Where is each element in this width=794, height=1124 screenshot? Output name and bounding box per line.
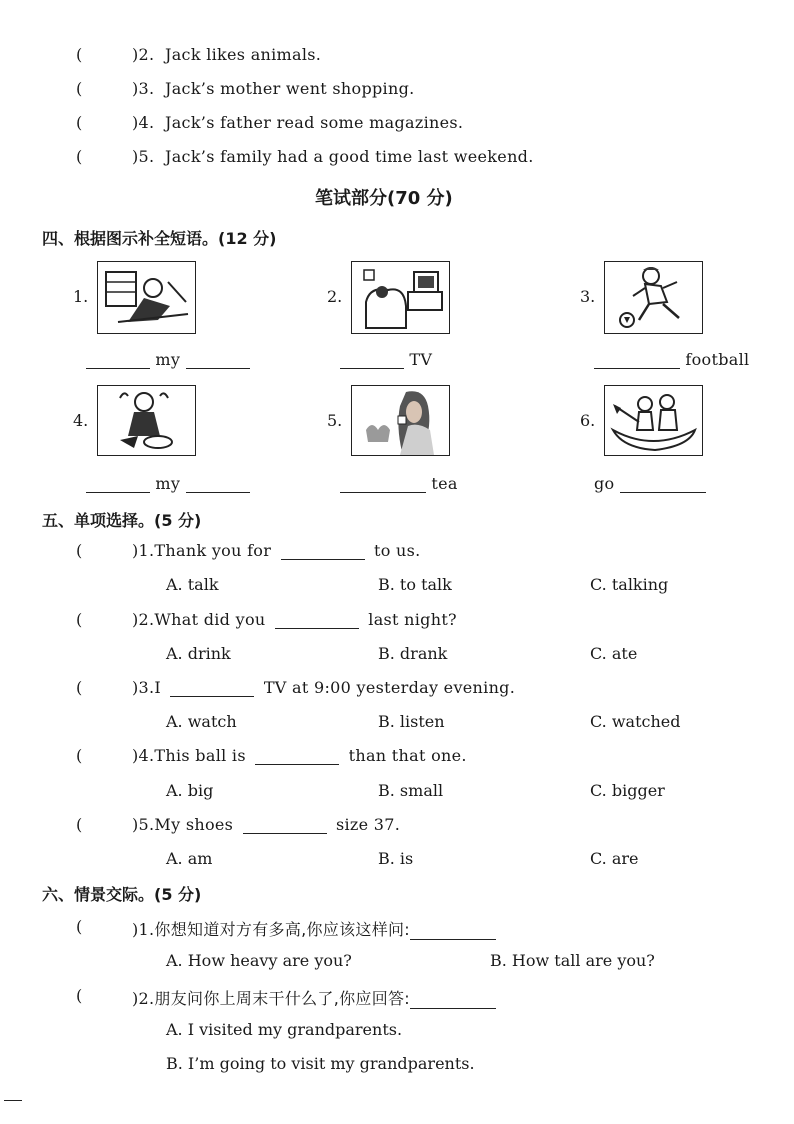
- answer-paren: (: [76, 147, 83, 166]
- option-b[interactable]: B. I’m going to visit my grandparents.: [166, 1054, 475, 1073]
- answer-blank[interactable]: [620, 476, 706, 493]
- section-heading: 五、单项选择。(5 分): [42, 511, 202, 530]
- phrase-1: my: [86, 350, 250, 369]
- answer-blank[interactable]: [340, 476, 426, 493]
- answer-blank[interactable]: [86, 352, 150, 369]
- option-b[interactable]: B. small: [378, 781, 444, 800]
- page-corner-mark: [4, 1100, 22, 1101]
- picture-playing-football: [604, 261, 703, 334]
- answer-blank[interactable]: [86, 476, 150, 493]
- picture-watching-tv: [351, 261, 450, 334]
- option-c[interactable]: C. watched: [590, 712, 681, 731]
- option-c[interactable]: C. talking: [590, 575, 669, 594]
- picture-cleaning-room: [97, 261, 196, 334]
- answer-paren: (: [76, 45, 83, 64]
- answer-blank[interactable]: [594, 352, 680, 369]
- answer-paren[interactable]: (: [76, 610, 83, 629]
- phrase-5: tea: [340, 474, 458, 493]
- option-b[interactable]: B. to talk: [378, 575, 452, 594]
- item-number: )4.: [132, 113, 155, 132]
- picture-drinking-tea: [351, 385, 450, 456]
- answer-blank[interactable]: [410, 923, 496, 940]
- item-number: 4.: [73, 411, 89, 430]
- answer-blank[interactable]: [410, 992, 496, 1009]
- item-text: Jack likes animals.: [165, 45, 322, 64]
- option-c[interactable]: C. bigger: [590, 781, 665, 800]
- item-number: 1.: [73, 287, 89, 306]
- answer-blank[interactable]: [186, 352, 250, 369]
- answer-paren: (: [76, 113, 83, 132]
- option-a[interactable]: A. How heavy are you?: [166, 951, 352, 970]
- item-number: 5.: [327, 411, 343, 430]
- option-c[interactable]: C. are: [590, 849, 639, 868]
- item-number: 6.: [580, 411, 596, 430]
- option-a[interactable]: A. big: [166, 781, 214, 800]
- answer-blank[interactable]: [255, 748, 339, 765]
- answer-blank[interactable]: [275, 612, 359, 629]
- answer-paren[interactable]: (: [76, 746, 83, 765]
- option-a[interactable]: A. talk: [166, 575, 219, 594]
- option-a[interactable]: A. am: [166, 849, 213, 868]
- answer-blank[interactable]: [170, 680, 254, 697]
- answer-blank[interactable]: [186, 476, 250, 493]
- item-number: 2.: [327, 287, 343, 306]
- phrase-6: go: [594, 474, 706, 493]
- answer-blank[interactable]: [281, 543, 365, 560]
- item-text: Jack’s mother went shopping.: [165, 79, 415, 98]
- answer-paren[interactable]: (: [76, 986, 83, 1005]
- option-a[interactable]: A. watch: [166, 712, 237, 731]
- answer-blank[interactable]: [243, 817, 327, 834]
- option-b[interactable]: B. is: [378, 849, 414, 868]
- item-number: 3.: [580, 287, 596, 306]
- picture-boating: [604, 385, 703, 456]
- answer-paren[interactable]: (: [76, 678, 83, 697]
- phrase-2: TV: [340, 350, 432, 369]
- section-heading: 四、根据图示补全短语。(12 分): [42, 229, 277, 248]
- item-number: )3.: [132, 79, 155, 98]
- item-number: )5.: [132, 147, 155, 166]
- answer-paren: (: [76, 79, 83, 98]
- section-title: 笔试部分(70 分): [315, 188, 453, 209]
- picture-washing-clothes: [97, 385, 196, 456]
- option-a[interactable]: A. drink: [166, 644, 231, 663]
- option-c[interactable]: C. ate: [590, 644, 638, 663]
- option-a[interactable]: A. I visited my grandparents.: [166, 1020, 403, 1039]
- section-heading: 六、情景交际。(5 分): [42, 885, 202, 904]
- answer-paren[interactable]: (: [76, 917, 83, 936]
- answer-blank[interactable]: [340, 352, 404, 369]
- item-text: Jack’s family had a good time last weekend.: [165, 147, 534, 166]
- item-number: )2.: [132, 45, 155, 64]
- item-text: Jack’s father read some magazines.: [165, 113, 464, 132]
- answer-paren[interactable]: (: [76, 541, 83, 560]
- phrase-4: my: [86, 474, 250, 493]
- answer-paren[interactable]: (: [76, 815, 83, 834]
- option-b[interactable]: B. How tall are you?: [490, 951, 655, 970]
- phrase-3: football: [594, 350, 749, 369]
- option-b[interactable]: B. drank: [378, 644, 448, 663]
- option-b[interactable]: B. listen: [378, 712, 445, 731]
